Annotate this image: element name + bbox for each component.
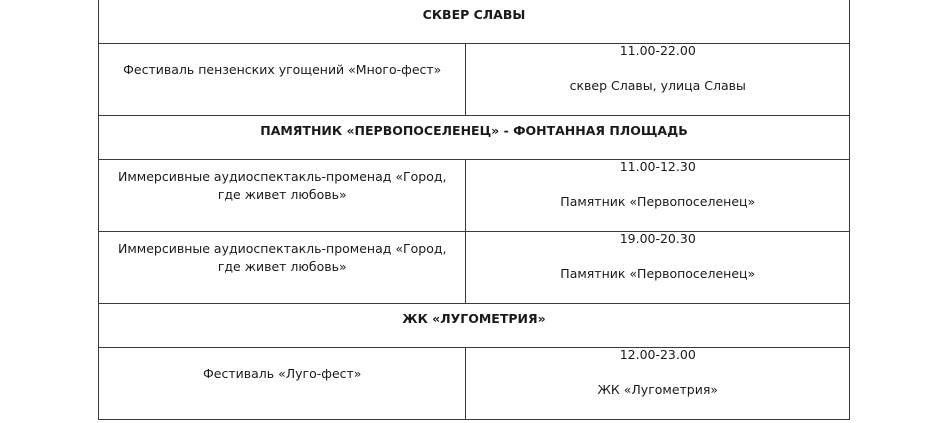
table-row (99, 232, 850, 304)
event-info-cell (466, 44, 850, 116)
event-name: Фестиваль «Луго-фест» (203, 365, 362, 381)
section-header-row (99, 0, 850, 44)
event-time: 11.00-12.30 (619, 159, 696, 174)
event-place: ЖК «Лугометрия» (597, 382, 719, 397)
section-title: СКВЕР СЛАВЫ (99, 0, 850, 44)
section-header-row (99, 304, 850, 348)
event-info-cell (466, 232, 850, 304)
table-row (99, 348, 850, 420)
schedule-table (98, 0, 850, 420)
section-header-row (99, 116, 850, 160)
event-time: 12.00-23.00 (619, 347, 696, 362)
event-name-cell (99, 348, 466, 420)
event-name-cell (99, 232, 466, 304)
section-title: ПАМЯТНИК «ПЕРВОПОСЕЛЕНЕЦ» - ФОНТАННАЯ ПЛОЩАДЬ (99, 116, 850, 160)
event-name-cell (99, 160, 466, 232)
table-row (99, 160, 850, 232)
event-place: Памятник «Первопоселенец» (560, 194, 756, 209)
section-title: ЖК «ЛУГОМЕТРИЯ» (99, 304, 850, 348)
event-place: Памятник «Первопоселенец» (560, 266, 756, 281)
event-time: 19.00-20.30 (619, 231, 696, 246)
event-name-cell (99, 44, 466, 116)
event-info-cell (466, 348, 850, 420)
event-place: сквер Славы, улица Славы (569, 78, 746, 93)
table-row (99, 44, 850, 116)
event-name: Фестиваль пензенских угощений «Много-фест» (123, 61, 442, 77)
event-name: Иммерсивные аудиоспектакль-променад «Город, где живет любовь» (118, 240, 447, 274)
event-name: Иммерсивные аудиоспектакль-променад «Город, где живет любовь» (118, 168, 447, 202)
event-info-cell (466, 160, 850, 232)
event-time: 11.00-22.00 (619, 43, 696, 58)
